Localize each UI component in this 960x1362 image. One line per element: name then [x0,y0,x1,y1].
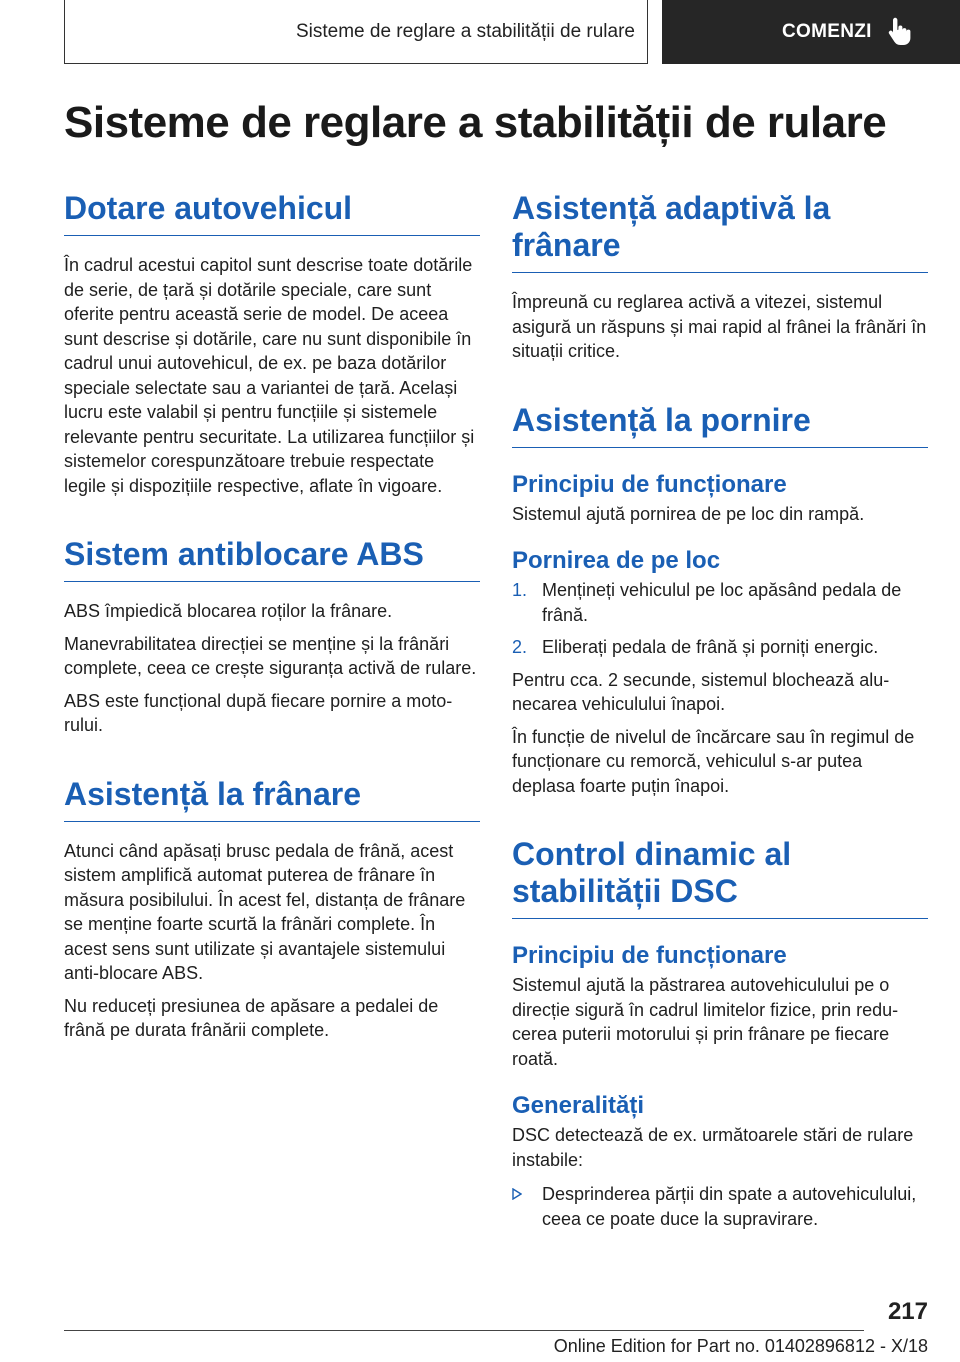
subheading-generalitati: Generalități [512,1092,645,1119]
edition-note: Online Edition for Part no. 01402896812 - X/18 [553,1336,928,1356]
step-number: 1. [512,580,528,600]
bullet-list [512,1182,928,1231]
list-item [512,578,928,627]
section-heading-asistenta-pornire: Asistență la pornire [512,402,928,448]
paragraph-abs-1: ABS împiedică blocarea roților la frânare. [64,601,393,621]
subheading-principiu-dsc: Principiu de funcționare [512,942,787,969]
page-title: Sisteme de reglare a stabilității de rulare [64,98,887,147]
step-text: Eliberați pedala de frână și porniți energic. [542,637,879,657]
bullet-text: Desprinderea părții din spate a autovehiculului, ceea ce poate duce la supravirare. [542,1184,917,1229]
paragraph-abs-2: Manevrabilitatea direcției se menține și la frânări complete, ceea ce crește siguranța activă de rulare. [64,633,477,678]
chapter-tab-label: COMENZI [782,21,872,42]
paragraph-adaptiva: Împreună cu reglarea activă a vitezei, sistemul asigură un răspuns și mai rapid al frânei la frânări în situații critice. [512,292,927,361]
pointing-hand-icon [886,17,912,47]
section-heading-dotare: Dotare autovehicul [64,190,480,236]
section-heading-dsc: Control dinamic al stabilității DSC [512,836,928,919]
running-header-title: Sisteme de reglare a stabilității de rulare [295,20,635,42]
running-header [64,0,648,64]
step-text: Mențineți vehiculul pe loc apăsând pedala de frână. [542,580,902,625]
paragraph-principiu-pornire: Sistemul ajută pornirea de pe loc din rampă. [512,503,865,524]
steps-list [512,578,928,660]
paragraph-dotare: În cadrul acestui capitol sunt descrise toate dotările de serie, de țară și dotările speciale, care sunt oferite pentru această serie de model. De aceea sunt descrise și dotările, care nu sunt disponibile în cadrul unui autovehicul, de ex. pe baza dotărilor speciale selectate sau a variantei de țară. Același lucru este valabil și pentru funcțiile și sistemele relevante pentru securitate. La utilizarea funcțiilor și sistemelor corespunzătoare trebuie respectate legile și dispozițiile respective, aflate în vigoare. [64,255,475,496]
subheading-principiu-pornire: Principiu de funcționare [512,470,787,498]
paragraph-generalitati: DSC detectează de ex. următoarele stări de rulare instabile: [512,1125,914,1170]
page-number: 217 [887,1298,928,1325]
triangle-bullet-icon [512,1188,522,1200]
step-number: 2. [512,637,528,657]
paragraph-franare-2: Nu reduceți presiunea de apăsare a pedalei de frână pe durata frânării complete. [64,995,439,1040]
paragraph-franare-1: Atunci când apăsați brusc pedala de frână, acest sistem amplifică automat puterea de frânare în măsura posibilului. În acest fel, distanța de frânare se menține foarte scurtă la frânări complete. În acest sens sunt utilizate și avantajele sistemului anti-blocare ABS. [64,840,466,983]
footer-divider [64,1330,864,1331]
paragraph-principiu-dsc: Sistemul ajută la păstrarea autovehiculului pe o direcție sigură în cadrul limitelor fizice, prin reducerea puterii motorului și prin frânare pe fiecare roată. [512,975,899,1069]
subheading-pornirea: Pornirea de pe loc [512,547,721,574]
section-heading-asistenta-franare: Asistență la frânare [64,776,480,822]
left-column [64,190,480,1043]
chapter-tab[interactable] [662,0,960,64]
list-item [512,1182,928,1231]
section-heading-asistenta-adaptiva: Asistență adaptivă la frânare [512,190,928,273]
paragraph-pornire-2: Pentru cca. 2 secunde, sistemul blochează alunecarea vehiculului înapoi. [512,669,890,714]
section-heading-abs: Sistem antiblocare ABS [64,536,480,582]
right-column [512,190,928,1231]
paragraph-pornire-3: În funcție de nivelul de încărcare sau în regimul de funcționare cu remorcă, vehiculul s-ar putea deplasa foarte puțin înapoi. [512,726,915,796]
paragraph-abs-3: ABS este funcțional după fiecare pornire a motorului. [64,690,453,735]
list-item [512,635,928,660]
